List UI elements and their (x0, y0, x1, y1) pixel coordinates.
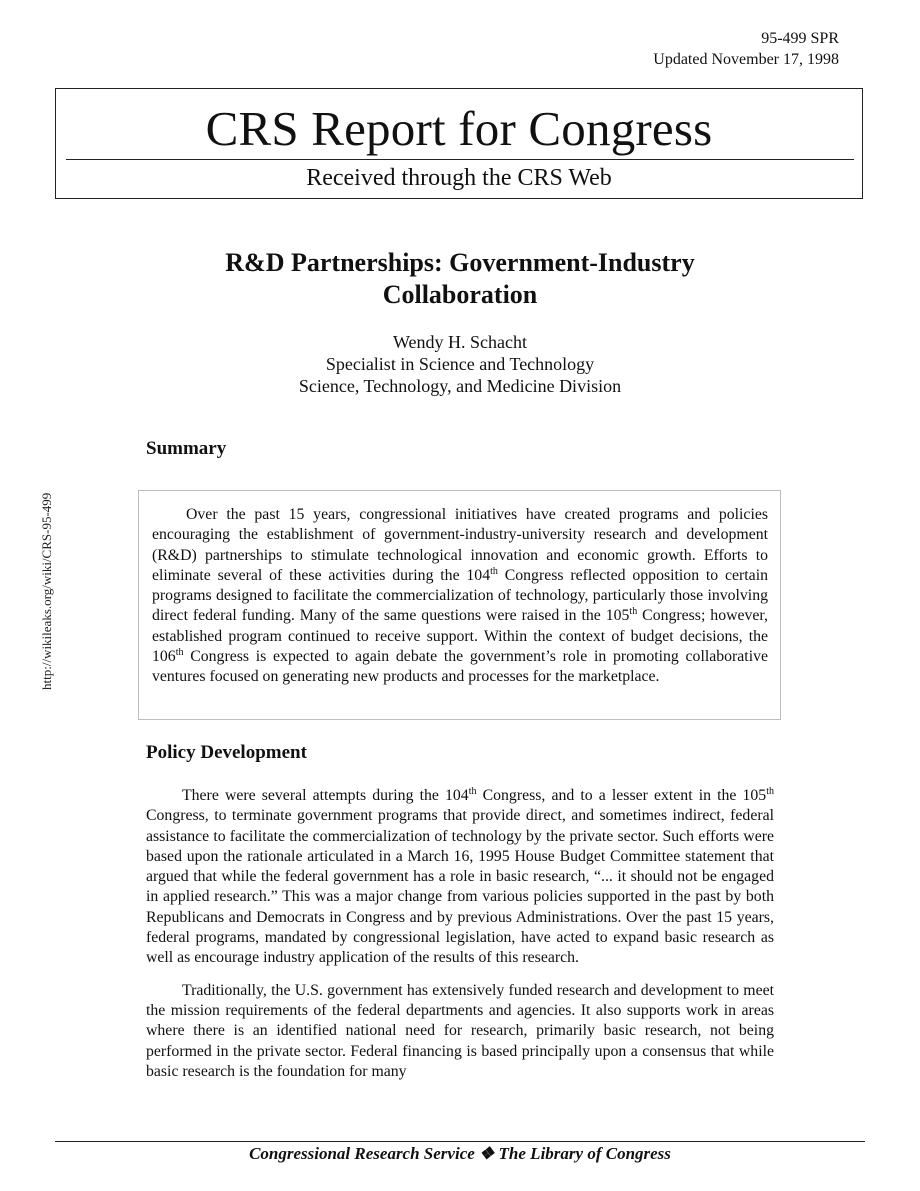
footer-org: Congressional Research Service (249, 1144, 475, 1163)
summary-box (138, 490, 781, 720)
author-name: Wendy H. Schacht (392, 332, 527, 352)
masthead-title: CRS Report for Congress (205, 101, 713, 156)
author-division: Science, Technology, and Medicine Division (298, 376, 622, 396)
document-title: R&D Partnerships: Government-Industry Collaboration (225, 248, 695, 309)
footer-library: The Library of Congress (498, 1144, 671, 1163)
summary-heading: Summary (146, 438, 227, 459)
masthead-subtitle: Received through the CRS Web (306, 165, 612, 191)
ordinal-suffix: th (766, 786, 774, 797)
ordinal-suffix: th (490, 565, 498, 577)
report-number: 95-499 SPR (761, 30, 839, 47)
policy-heading: Policy Development (146, 742, 307, 763)
policy-paragraph-2: Traditionally, the U.S. government has extensively funded research and development to meet the mission requirements of the federal departments and agencies. It also supports work in areas where there is an identified national need for research, primarily basic research, not being performed in the private sector. Federal financing is based principally upon a consensus that while basic research is the foundation for many (146, 981, 774, 1080)
ordinal-suffix: th (468, 786, 477, 797)
footer (0, 1143, 920, 1165)
ordinal-suffix: th (629, 606, 638, 618)
side-watermark-url: http://wikileaks.org/wiki/CRS-95-499 (39, 492, 54, 690)
footer-separator-icon: ❖ (479, 1144, 495, 1163)
footer-rule (55, 1141, 865, 1142)
masthead-rule (66, 159, 854, 160)
ordinal-suffix: th (175, 647, 184, 659)
updated-date: Updated November 17, 1998 (653, 51, 839, 68)
masthead-box (55, 88, 863, 199)
report-identifier (653, 28, 839, 70)
author-block (146, 331, 774, 397)
policy-paragraph-1: There were several attempts during the 104th Congress, and to a lesser extent in the 105th Congress, to terminate government programs that provide direct, and sometimes indirect, federal assistance to facilitate the commercialization of technology by the private sector. Such efforts were based upon the rationale articulated in a March 16, 1995 House Budget Committee statement that argued that while the federal government has a role in basic research, “... it should not be engaged in applied research.” This was a major change from various policies supported in the past by both Republicans and Democrats in Congress and by previous Administrations. Over the past 15 years, federal programs, mandated by congressional legislation, have acted to expand basic research as well as encourage industry application of the results of this research. (146, 786, 774, 967)
author-position: Specialist in Science and Technology (325, 354, 595, 374)
summary-paragraph: Over the past 15 years, congressional initiatives have created programs and policies encouraging the establishment of government-industry-university research and development (R&D) partnerships to stimulate technological innovation and economic growth. Efforts to eliminate several of these activities during the 104th Congress reflected opposition to certain programs designed to facilitate the commercialization of technology, particularly those involving direct federal funding. Many of the same questions were raised in the 105th Congress; however, established program continued to receive support. Within the context of budget decisions, the 106th Congress is expected to again debate the government’s role in promoting collaborative ventures focused on generating new products and processes for the marketplace. (152, 506, 768, 686)
policy-body (146, 786, 774, 1082)
